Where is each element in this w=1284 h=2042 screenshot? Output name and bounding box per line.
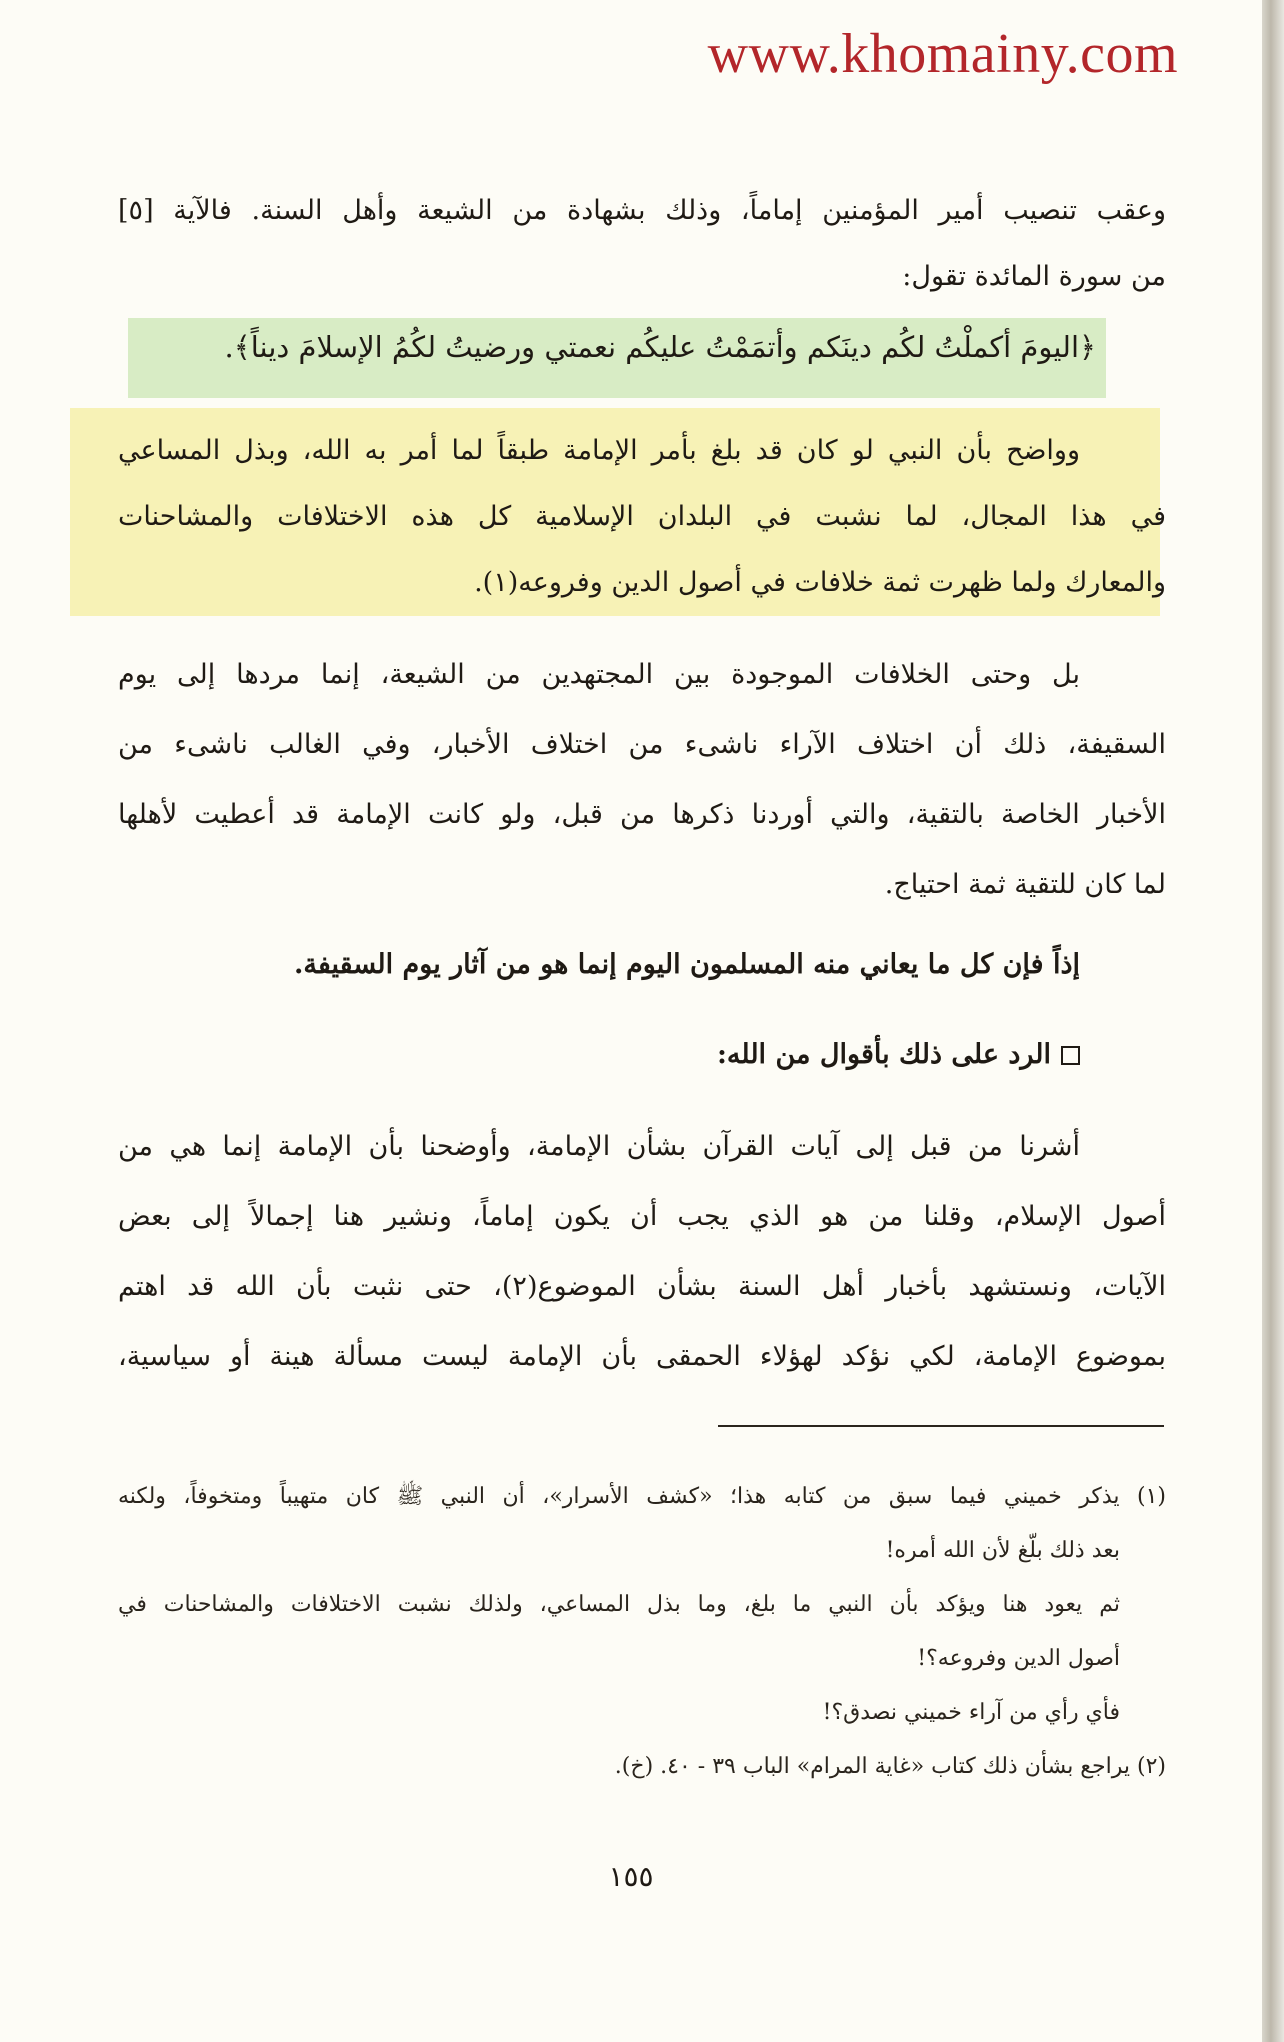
page-number: ١٥٥ [608, 1860, 654, 1893]
text-line: من سورة المائدة تقول: [902, 261, 1166, 292]
paragraph-4 [118, 932, 1166, 998]
text-line: بل وحتى الخلافات الموجودة بين المجتهدين من الشيعة، إنما مردها إلى يوم [118, 659, 1080, 690]
paragraph-3 [118, 640, 1166, 920]
footnotes [118, 1470, 1166, 1794]
footnote-line: (١) يذكر خميني فيما سبق من كتابه هذا؛ «كشف الأسرار»، أن النبي ﷺ كان متهيباً ومتخوفاً، ولكنه [118, 1484, 1166, 1509]
text-line: الأخبار الخاصة بالتقية، والتي أوردنا ذكرها من قبل، ولو كانت الإمامة قد أعطيت لأهلها [118, 799, 1166, 830]
text-line: أصول الإسلام، وقلنا من هو الذي يجب أن يكون إماماً، ونشير هنا إجمالاً إلى بعض [118, 1201, 1166, 1232]
heading-text: الرد على ذلك بأقوال من الله: [716, 1039, 1051, 1070]
footnote-line: ثم يعود هنا ويؤكد بأن النبي ما بلغ، وما بذل المساعي، ولذلك نشبت الاختلافات والمشاحنات في [118, 1592, 1120, 1617]
text-line: أشرنا من قبل إلى آيات القرآن بشأن الإمامة، وأوضحنا بأن الإمامة إنما هي من [118, 1131, 1080, 1162]
footnote-line: بعد ذلك بلّغ لأن الله أمره! [885, 1538, 1120, 1563]
book-spine-edge [1262, 0, 1284, 2042]
text-line: وواضح بأن النبي لو كان قد بلغ بأمر الإمامة طبقاً لما أمر به الله، وبذل المساعي [118, 435, 1080, 466]
footnote-line: فأي رأي من آراء خميني نصدق؟! [822, 1700, 1120, 1725]
quran-verse: ﴿اليومَ أكملْتُ لكُم دينَكم وأتمَمْتُ عليكُم نعمتي ورضيتُ لكُمُ الإسلامَ ديناً﴾. [224, 330, 1096, 364]
paragraph-1 [118, 178, 1166, 310]
text-line: الآيات، ونستشهد بأخبار أهل السنة بشأن الموضوع(٢)، حتى نثبت بأن الله قد اهتم [118, 1271, 1166, 1302]
section-heading [118, 1022, 1166, 1088]
text-line: إذاً فإن كل ما يعاني منه المسلمون اليوم إنما هو من آثار يوم السقيفة. [293, 949, 1080, 980]
square-bullet-icon [1061, 1046, 1080, 1065]
footnote-divider [718, 1425, 1164, 1427]
footnote-line: (٢) يراجع بشأن ذلك كتاب «غاية المرام» الباب ٣٩ - ٤٠. (خ). [614, 1754, 1166, 1779]
footnote-line: أصول الدين وفروعه؟! [917, 1646, 1120, 1671]
heading-line [118, 1022, 1166, 1088]
text-line: السقيفة، ذلك أن اختلاف الآراء ناشىء من اختلاف الأخبار، وفي الغالب ناشىء من [118, 729, 1166, 760]
paragraph-5 [118, 1112, 1166, 1392]
paragraph-2 [118, 418, 1166, 616]
site-watermark: www.khomainy.com [707, 23, 1178, 85]
text-line: وعقب تنصيب أمير المؤمنين إماماً، وذلك بشهادة من الشيعة وأهل السنة. فالآية [٥] [118, 195, 1166, 226]
text-line: بموضوع الإمامة، لكي نؤكد لهؤلاء الحمقى بأن الإمامة ليست مسألة هينة أو سياسية، [118, 1341, 1166, 1372]
text-line: لما كان للتقية ثمة احتياج. [884, 869, 1166, 900]
text-line: والمعارك ولما ظهرت ثمة خلافات في أصول الدين وفروعه(١). [474, 567, 1166, 598]
text-line: في هذا المجال، لما نشبت في البلدان الإسلامية كل هذه الاختلافات والمشاحنات [118, 501, 1166, 532]
